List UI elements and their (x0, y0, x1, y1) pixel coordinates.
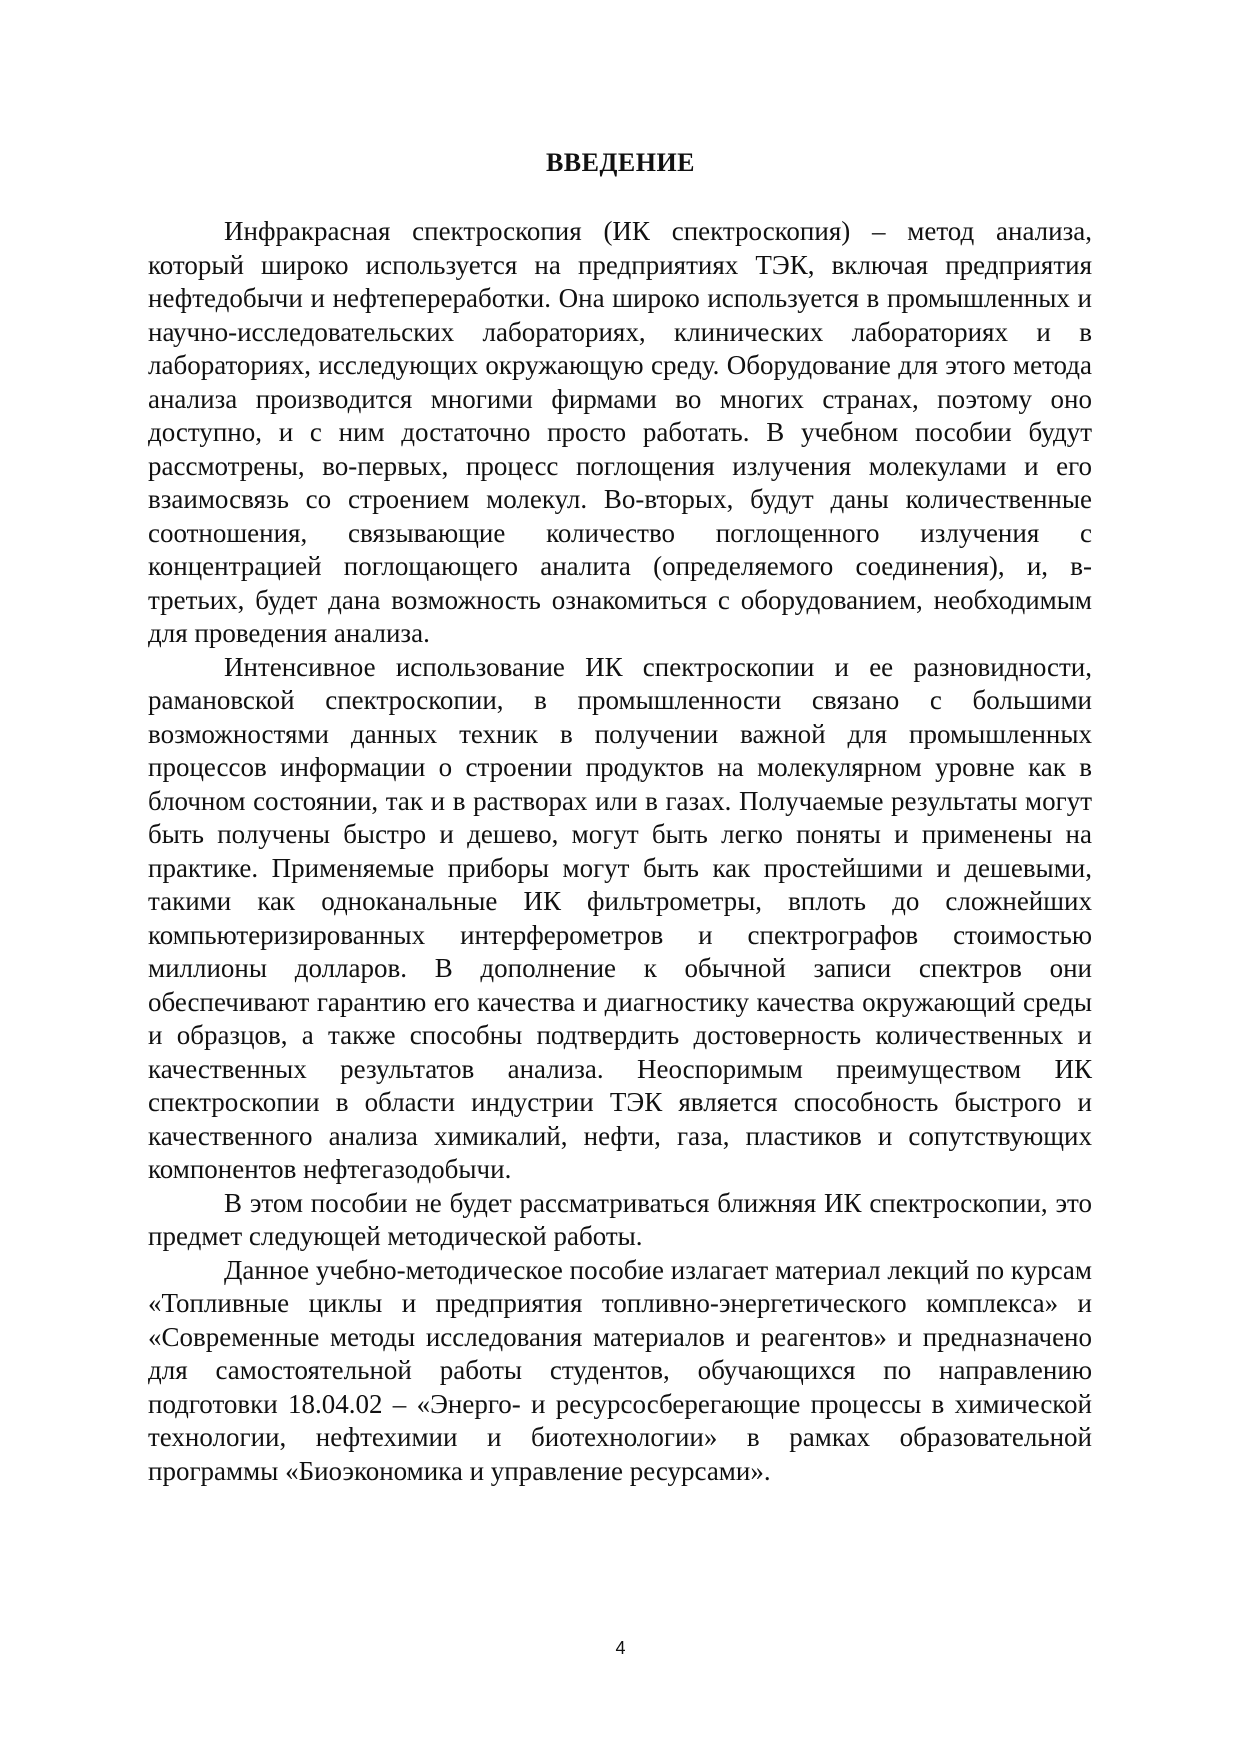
paragraph-2: Интенсивное использование ИК спектроскопии и ее разновидности, рамановской спектроскопии, в промышленности связано с большими возможностями данных техник в получении важной для промышленных процессов информации о строении продуктов на молекулярном уровне как в блочном состоянии, так и в растворах или в газах. Получаемые результаты могут быть получены быстро и дешево, могут быть легко поняты и применены на практике. Применяемые приборы могут быть как простейшими и дешевыми, такими как одноканальные ИК фильтрометры, вплоть до сложнейших компьютеризированных интерферометров и спектрографов стоимостью миллионы долларов. В дополнение к обычной записи спектров они обеспечивают гарантию его качества и диагностику качества окружающий среды и образцов, а также способны подтвердить достоверность количественных и качественных результатов анализа. Неоспоримым преимуществом ИК спектроскопии в области индустрии ТЭК является способность быстрого и качественного анализа химикалий, нефти, газа, пластиков и сопутствующих компонентов нефтегазодобычи. (148, 651, 1092, 1184)
page-title: ВВЕДЕНИЕ (545, 148, 696, 177)
body-text (148, 215, 1092, 1488)
paragraph-3: В этом пособии не будет рассматриваться ближняя ИК спектроскопии, это предмет следующей методической работы. (148, 1187, 1092, 1251)
page-number: 4 (615, 1638, 626, 1658)
paragraph-4: Данное учебно-методическое пособие излагает материал лекций по курсам «Топливные циклы и предприятия топливно-энергетического комплекса» и «Современные методы исследования материалов и реагентов» и предназначено для самостоятельной работы студентов, обучающихся по направлению подготовки 18.04.02 – «Энерго- и ресурсосберегающие процессы в химической технологии, нефтехимии и биотехнологии» в рамках образовательной программы «Биоэкономика и управление ресурсами». (148, 1254, 1092, 1486)
paragraph-1: Инфракрасная спектроскопия (ИК спектроскопия) – метод анализа, который широко используется на предприятиях ТЭК, включая предприятия нефтедобычи и нефтепереработки. Она широко используется в промышленных и научно-исследовательских лабораториях, клинических лабораториях и в лабораториях, исследующих окружающую среду. Оборудование для этого метода анализа производится многими фирмами во многих странах, поэтому оно доступно, и с ним достаточно просто работать. В учебном пособии будут рассмотрены, во-первых, процесс поглощения излучения молекулами и его взаимосвязь со строением молекул. Во-вторых, будут даны количественные соотношения, связывающие количество поглощенного излучения с концентрацией поглощающего аналита (определяемого соединения), и, в-третьих, будет дана возможность ознакомиться с оборудованием, необходимым для проведения анализа. (148, 216, 1092, 648)
